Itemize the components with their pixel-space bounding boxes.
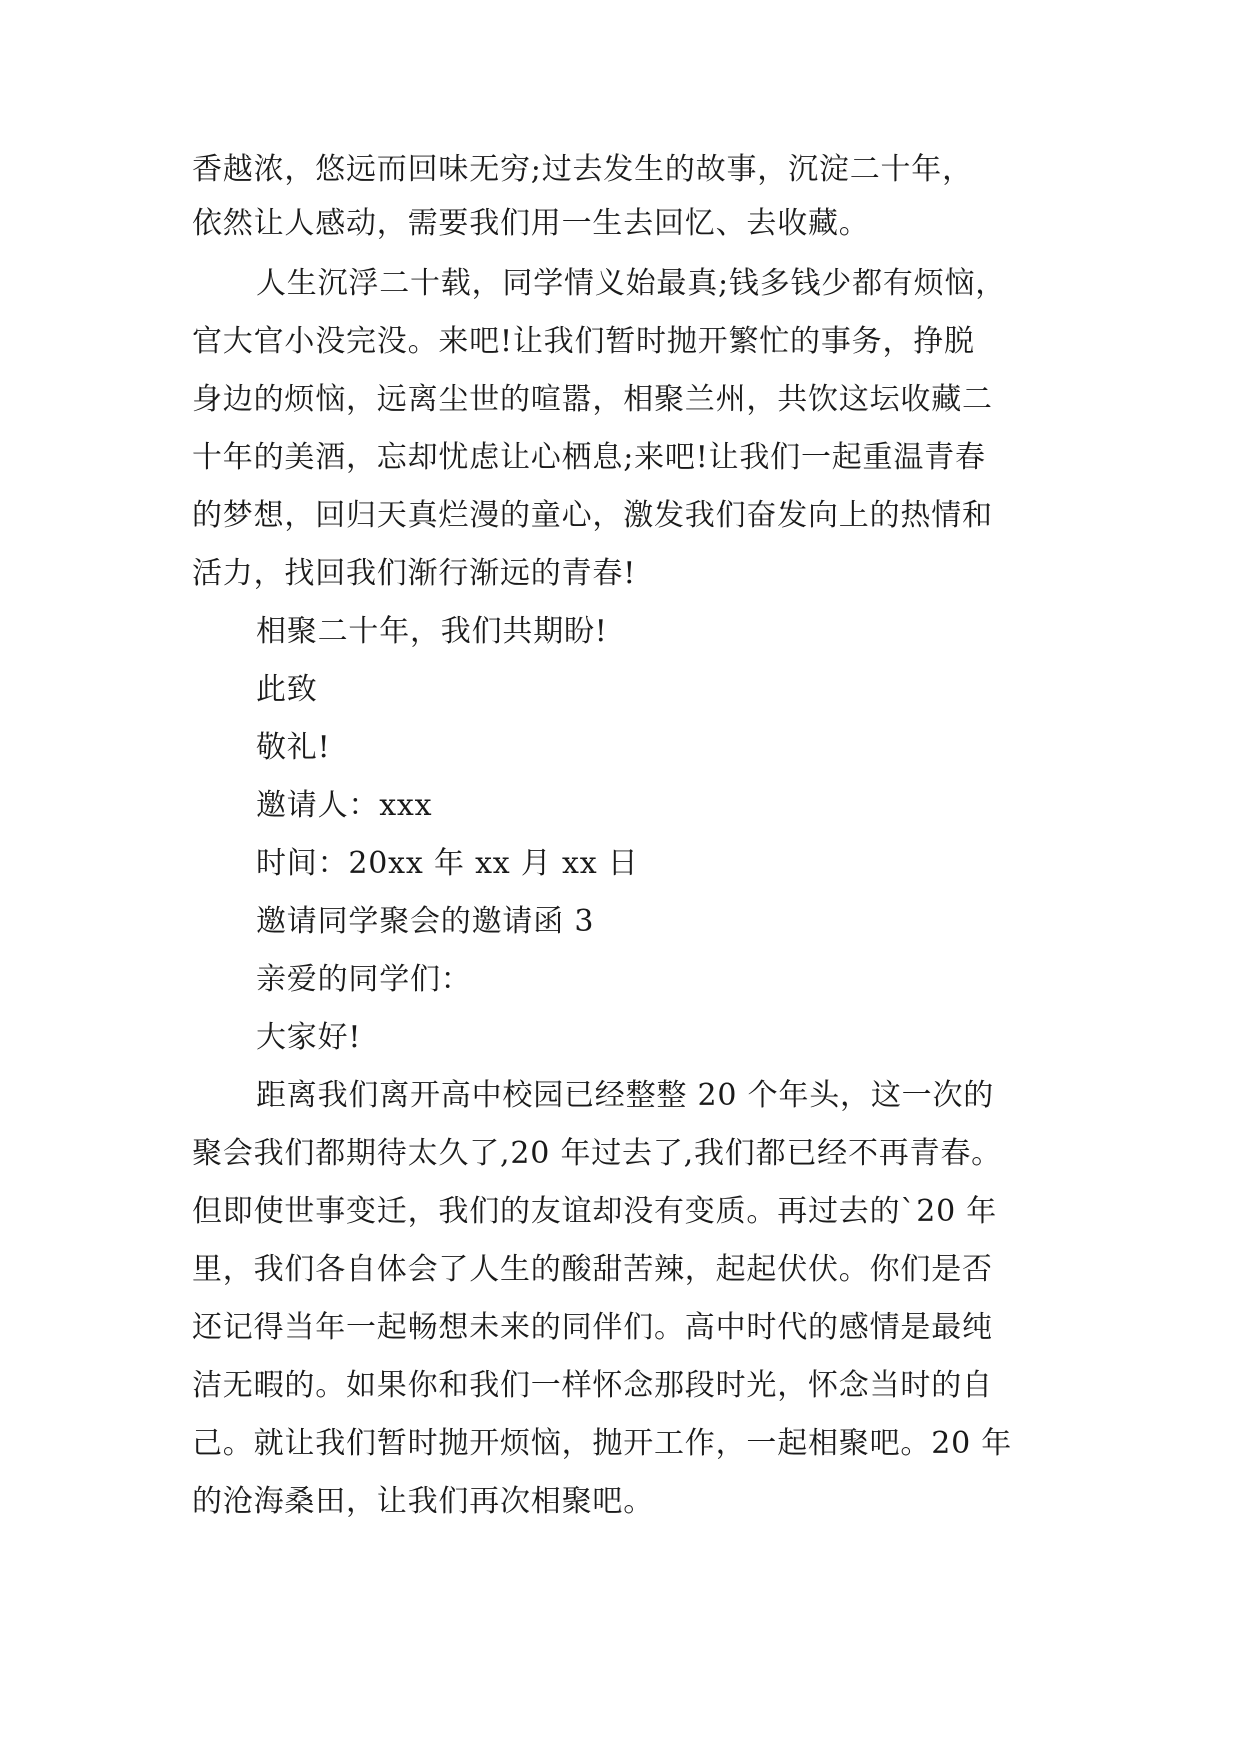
paragraph-line: 己。就让我们暂时抛开烦恼，抛开工作，一起相聚吧。20 年: [192, 1426, 1013, 1461]
closing-line: 相聚二十年，我们共期盼!: [256, 614, 608, 649]
paragraph-line: 依然让人感动，需要我们用一生去回忆、去收藏。: [192, 206, 870, 241]
paragraph-line: 人生沉浮二十载，同学情义始最真;钱多钱少都有烦恼，: [256, 266, 1007, 301]
greeting-line: 亲爱的同学们：: [256, 962, 472, 997]
inviter-line: 邀请人：xxx: [256, 788, 433, 823]
section-heading: 邀请同学聚会的邀请函 3: [256, 904, 595, 939]
salutation-line: 此致: [256, 672, 318, 707]
paragraph-line: 十年的美酒，忘却忧虑让心栖息;来吧!让我们一起重温青春: [192, 440, 986, 475]
paragraph-line: 活力，找回我们渐行渐远的青春!: [192, 556, 637, 591]
paragraph-line: 距离我们离开高中校园已经整整 20 个年头，这一次的: [256, 1078, 995, 1113]
paragraph-line: 的梦想，回归天真烂漫的童心，激发我们奋发向上的热情和: [192, 498, 993, 533]
greeting-line: 大家好!: [256, 1020, 362, 1055]
paragraph-line: 还记得当年一起畅想未来的同伴们。高中时代的感情是最纯: [192, 1310, 993, 1345]
paragraph-line: 但即使世事变迁，我们的友谊却没有变质。再过去的`20 年: [192, 1194, 998, 1229]
paragraph-line: 聚会我们都期待太久了,20 年过去了,我们都已经不再青春。: [192, 1136, 1002, 1171]
paragraph-line: 身边的烦恼，远离尘世的喧嚣，相聚兰州，共饮这坛收藏二: [192, 382, 993, 417]
paragraph-line: 香越浓，悠远而回味无穷;过去发生的故事，沉淀二十年，: [192, 152, 973, 187]
paragraph-line: 官大官小没完没。来吧!让我们暂时抛开繁忙的事务，挣脱: [192, 324, 975, 359]
paragraph-line: 洁无暇的。如果你和我们一样怀念那段时光，怀念当时的自: [192, 1368, 993, 1403]
date-line: 时间：20xx 年 xx 月 xx 日: [256, 846, 639, 881]
paragraph-line: 里，我们各自体会了人生的酸甜苦辣，起起伏伏。你们是否: [192, 1252, 993, 1287]
salutation-line: 敬礼!: [256, 730, 331, 765]
paragraph-line: 的沧海桑田，让我们再次相聚吧。: [192, 1484, 654, 1519]
